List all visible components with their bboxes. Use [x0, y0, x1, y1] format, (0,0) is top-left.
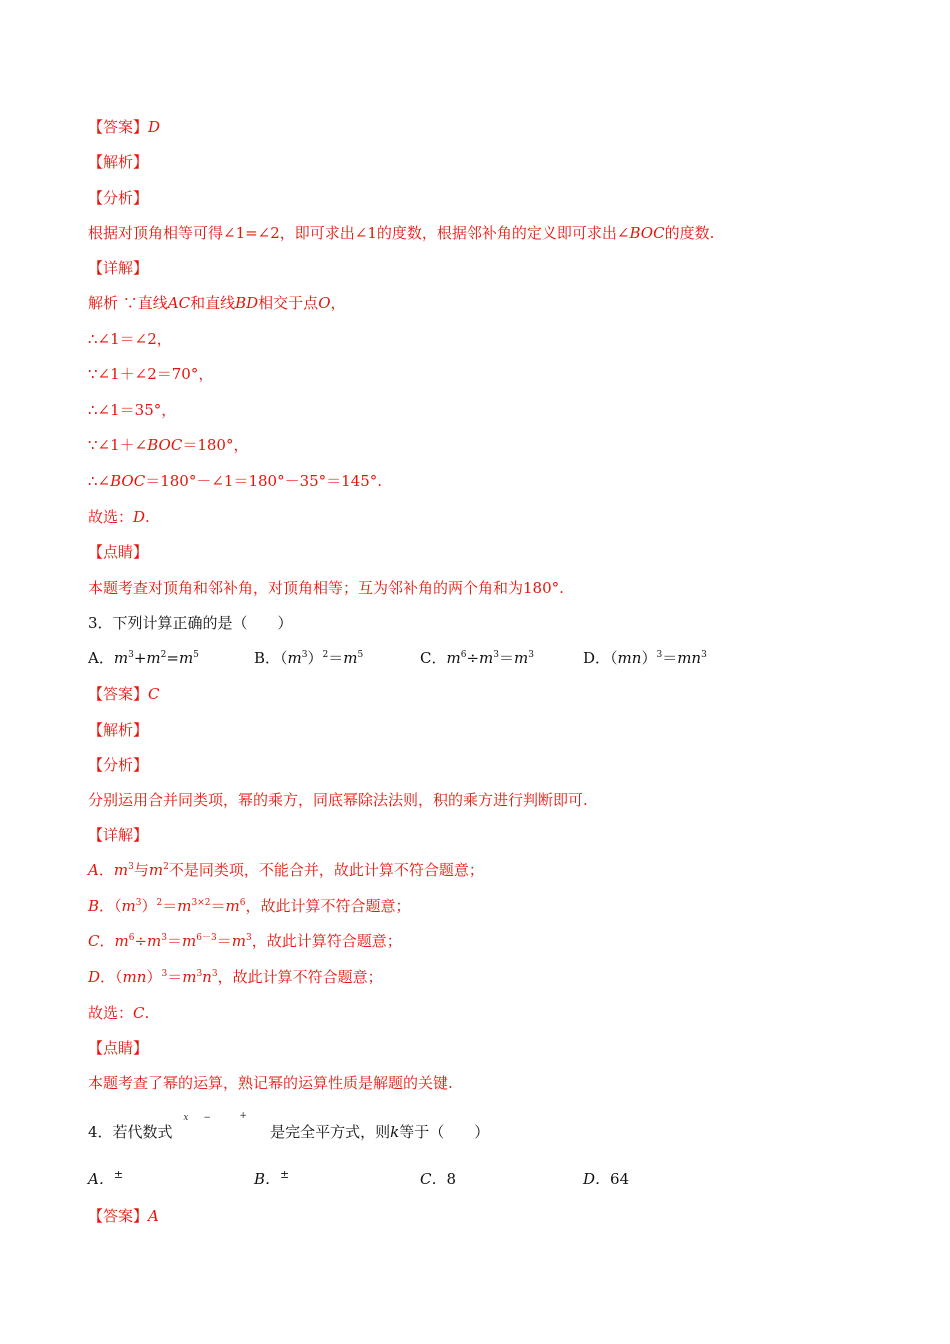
q3-stem: 3．下列计算正确的是（ ）: [88, 614, 293, 632]
option-label: A．: [88, 1170, 114, 1188]
option-value: ±: [280, 1168, 290, 1181]
step-var: BOC: [110, 472, 146, 490]
q4-option-a: [88, 1167, 123, 1193]
option-label: D．: [583, 649, 611, 667]
option-label: A．: [88, 649, 114, 667]
answer-label: 【答案】: [88, 118, 149, 136]
expr-minus: −: [203, 1113, 211, 1123]
q3-detail-d: D．$(mn)^3=m^3n^3$，故此计算不符合题意；: [88, 968, 383, 986]
detail-text: ，故此计算不符合题意；: [217, 968, 383, 986]
expr-x: x: [183, 1113, 189, 1123]
q2-step-1: [88, 291, 346, 315]
q4-expression-image: [177, 1111, 265, 1144]
option-value: ±: [113, 1168, 124, 1181]
q2-fenxi-header: 【分析】: [88, 189, 149, 207]
step-text: .: [145, 508, 150, 526]
option-label: B．: [254, 1170, 281, 1188]
q3-dianjing-text: 本题考查了幂的运算，熟记幂的运算性质是解题的关键.: [88, 1074, 453, 1092]
fenxi-text-var: BOC: [629, 224, 665, 242]
expr-plus: +: [239, 1111, 247, 1121]
q4-answer: [88, 1204, 159, 1228]
option-label: B．: [254, 649, 281, 667]
q3-option-d: D．$(mn)^3=mn^3$: [583, 649, 707, 667]
q4-stem: [88, 1111, 588, 1144]
q3-options: [88, 646, 848, 670]
q2-step-7: [88, 505, 150, 529]
q3-fenxi-text: 分别运用合并同类项，幂的乘方，同底幂除法法则，积的乘方进行判断即可.: [88, 791, 588, 809]
step-text: ＝180°－∠1＝180°－35°＝145°.: [145, 472, 383, 490]
detail-text: ，故此计算不符合题意；: [245, 897, 411, 915]
q3-fenxi-header: 【分析】: [88, 756, 149, 774]
step-text: 故选：: [88, 1004, 134, 1022]
q2-dianjing-text: 本题考查对顶角和邻补角，对顶角相等；互为邻补角的两个角和为180°.: [88, 579, 564, 597]
q3-option-b: B．$(m^3)^2=m^5$: [254, 649, 364, 667]
answer-label: 【答案】: [88, 685, 149, 703]
step-var: BOC: [147, 436, 183, 454]
q3-xiangjie-header: 【详解】: [88, 826, 149, 844]
detail-text: 不是同类项，不能合并，故此计算不符合题意；: [168, 861, 484, 879]
q2-dianjing-header: 【点睛】: [88, 543, 149, 561]
option-label: C．: [420, 649, 447, 667]
q3-detail-c: C．$m^6\div m^3=m^{6-3}=m^3$，故此计算符合题意；: [88, 932, 402, 950]
q2-step-2: ∴∠1＝∠2，: [88, 330, 172, 348]
q2-fenxi-text: [88, 221, 714, 245]
q3-guxuan: [88, 1001, 149, 1025]
q4-option-c: [420, 1167, 456, 1191]
answer-value: D: [148, 118, 161, 136]
q2-step-6: [88, 469, 382, 493]
q3-answer: [88, 682, 160, 706]
stem-text: 是完全平方式，则: [270, 1123, 391, 1141]
answer-label: 【答案】: [88, 1207, 149, 1225]
answer-value: A: [148, 1207, 159, 1225]
q4-option-d: [583, 1167, 629, 1191]
step-text: ∴∠: [88, 472, 111, 490]
q3-option-a: A．$m^3+m^2=m^5$: [88, 649, 199, 667]
q2-jiexi-header: 【解析】: [88, 153, 149, 171]
fenxi-text-part: 的度数.: [664, 224, 715, 242]
step-text: 解析 ∵直线: [88, 294, 168, 312]
q2-step-3: ∵∠1＋∠2＝70°，: [88, 365, 214, 383]
step-text: .: [144, 1004, 150, 1022]
option-label: C．: [420, 1170, 447, 1188]
step-text: 和直线: [190, 294, 236, 312]
stem-var: k: [390, 1123, 400, 1141]
stem-text: 等于（ ）: [399, 1123, 490, 1141]
option-label: D．: [583, 1170, 611, 1188]
step-text: ∵∠1＋∠: [88, 436, 148, 454]
step-text: 故选：: [88, 508, 134, 526]
step-text: 相交于点: [258, 294, 319, 312]
q2-step-4: ∴∠1＝35°，: [88, 401, 177, 419]
q3-jiexi-header: 【解析】: [88, 721, 149, 739]
q4-option-b: [254, 1167, 289, 1193]
q3-dianjing-header: 【点睛】: [88, 1039, 149, 1057]
fenxi-text-part: 根据对顶角相等可得∠1=∠2，即可求出∠1的度数，根据邻补角的定义即可求出∠: [88, 224, 630, 242]
step-var: O: [318, 294, 331, 312]
step-var: D: [133, 508, 146, 526]
q2-answer: [88, 115, 160, 139]
q3-detail-a: A．$m^3$与$m^2$不是同类项，不能合并，故此计算不符合题意；: [88, 861, 484, 879]
answer-value: C: [148, 685, 160, 703]
q2-step-5: [88, 433, 248, 457]
q4-options: [88, 1167, 848, 1191]
step-text: ＝180°，: [182, 436, 249, 454]
option-value: 8: [446, 1170, 457, 1188]
step-text: ，: [330, 294, 346, 312]
stem-text: 4．若代数式: [88, 1123, 173, 1141]
step-var: C: [133, 1004, 145, 1022]
detail-text: ，故此计算符合题意；: [251, 932, 402, 950]
step-var: AC: [167, 294, 191, 312]
q3-option-c: C．$m^6\div m^3=m^3$: [420, 649, 534, 667]
q3-detail-b: B．$(m^3)^2=m^{3\times 2}=m^6$，故此计算不符合题意；: [88, 897, 411, 915]
option-value: 64: [610, 1170, 630, 1188]
q2-xiangjie-header: 【详解】: [88, 259, 149, 277]
step-var: BD: [235, 294, 259, 312]
